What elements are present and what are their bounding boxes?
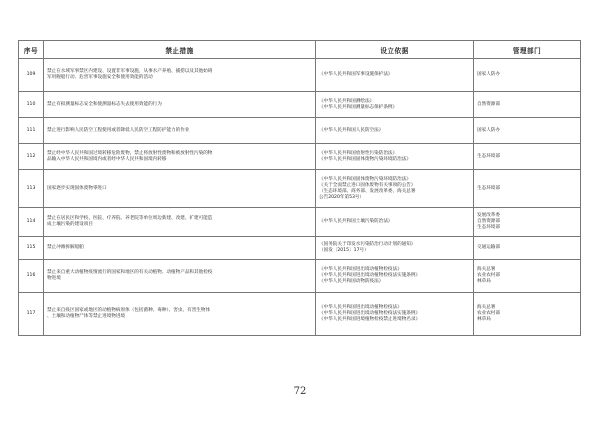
prohibition-measure-cell [44,293,316,336]
management-dept-line: 农业农村部 [477,311,500,316]
legal-basis-line: 《中华人民共和国军事设施保护法》 [319,72,393,77]
table-row [19,260,581,293]
legal-basis-cell [316,237,474,260]
management-dept-line: 发展改革委 [477,213,500,218]
prohibition-measure-cell [44,59,316,92]
legal-basis-line: 《中华人民共和国动物防疫法》 [319,279,384,284]
management-dept-line: 生态环境部 [477,153,500,159]
legal-basis-cell [316,208,474,237]
row-number: 109 [19,59,44,92]
table-row [19,170,581,208]
prohibition-measure-line: 禁止来自重大动植物疫情流行的国家和地区的有关动植物、动植物产品和其他检疫 [47,270,213,275]
legal-basis-line: 《中华人民共和国测绘法》 [319,98,375,104]
prohibition-measures-table [18,40,581,336]
legal-basis-line: 《中华人民共和国固体废物污染环境防治法》 [319,156,411,162]
row-number: 115 [19,237,44,260]
prohibition-measure-cell [44,92,316,118]
legal-basis-line: 《国务院关于印发水污染防治行动计划的通知》 [319,242,416,247]
management-dept-cell [474,260,581,293]
legal-basis-line: 《中华人民共和国进出境动植物检疫法》 [319,305,402,310]
legal-basis-line: 《中华人民共和国进出境动植物检疫法》 [319,267,402,272]
management-dept-line: 生态环境部 [477,185,500,191]
row-number: 114 [19,208,44,237]
prohibition-measure-line: 物进境 [47,276,61,281]
prohibition-measure-cell [44,144,316,170]
header-basis: 设立依据 [316,41,474,59]
table-header-row [19,41,581,59]
management-dept-cell [474,59,581,92]
legal-basis-cell [316,170,474,208]
management-dept-line: 国家人防办 [477,127,500,133]
management-dept-cell [474,293,581,336]
management-dept-line: 农业农村部 [477,273,500,278]
management-dept-line: 林草局 [477,279,491,284]
prohibition-measure-cell [44,208,316,237]
management-dept-cell [474,208,581,237]
row-number: 113 [19,170,44,208]
row-number: 112 [19,144,44,170]
prohibition-measure-line: 、土壤和动植物尸体等禁止进境物进境 [47,314,126,319]
management-dept-cell [474,144,581,170]
table-row [19,208,581,237]
header-dept: 管理部门 [474,41,581,59]
legal-basis-line: 《中华人民共和国人民防空法》 [319,127,384,133]
prohibition-measure-cell [44,170,316,208]
header-measure: 禁止措施 [44,41,316,59]
prohibition-measure-line: 禁止冲滩拆解船舶 [47,245,84,250]
prohibition-measure-line: 禁止经中华人民共和国过境转移危险废物，禁止将放射性废物和被放射性污染的物 [47,150,213,156]
management-dept-cell [474,237,581,260]
table-row [19,144,581,170]
management-dept-line: 自然资源部 [477,101,500,107]
legal-basis-line: 《中华人民共和国进境植物检疫禁止进境物名录》 [319,317,421,322]
legal-basis-cell [316,92,474,118]
row-number: 116 [19,260,44,293]
table-row [19,59,581,92]
table-body [19,59,581,336]
management-dept-line: 自然资源部 [477,219,500,224]
prohibition-measure-line: 禁止有损测量标志安全和使测量标志失去使用效能的行为 [47,101,162,107]
management-dept-cell [474,170,581,208]
legal-basis-line: 《中华人民共和国进出境动植物检疫法实施条例》 [319,311,421,316]
legal-basis-line: 《中华人民共和国测量标志保护条例》 [319,104,398,110]
management-dept-line: 海关总署 [477,267,496,272]
legal-basis-cell [316,260,474,293]
management-dept-line: 林草局 [477,317,491,322]
table-row [19,237,581,260]
management-dept-line: 海关总署 [477,305,496,310]
legal-basis-line: 《中华人民共和国固体废物污染环境防治法》 [319,176,411,182]
table-row [19,293,581,336]
prohibition-measure-line: 国家逐步实现固体废物零进口 [47,185,107,191]
row-number: 110 [19,92,44,118]
legal-basis-line: 《关于全面禁止进口固体废物有关事项的公告》 [319,182,416,188]
management-dept-cell [474,92,581,118]
legal-basis-cell [316,59,474,92]
row-number: 111 [19,118,44,144]
prohibition-measure-line: 品输入中华人民共和国境内或者经中华人民共和国境内转移 [47,156,167,162]
management-dept-cell [474,118,581,144]
header-num: 序号 [19,41,44,59]
management-dept-line: 国家人防办 [477,72,500,77]
prohibition-measure-line: 禁止进行影响人民防空工程使用或者降低人民防空工程防护能力的作业 [47,127,190,133]
management-dept-line: 生态环境部 [477,225,500,230]
legal-basis-line: 《中华人民共和国土壤污染防治法》 [319,219,393,224]
legal-basis-cell [316,144,474,170]
prohibition-measure-line: 军用舰船行动、危害军事设施安全和使用效能的活动 [47,75,153,80]
row-number: 117 [19,293,44,336]
legal-basis-cell [316,118,474,144]
table-row [19,118,581,144]
prohibition-measure-line: 禁止来自疫区国家或地区的动植物病原体（包括菌种、毒种）、害虫、有害生物体 [47,308,211,313]
legal-basis-line: 《中华人民共和国放射性污染防治法》 [319,150,398,156]
prohibition-measure-cell [44,260,316,293]
legal-basis-line: （生态环境部、商务部、发展改革委、海关总署 [319,188,416,194]
legal-basis-line: （国发〔2015〕17号） [319,248,369,253]
prohibition-measure-line: 禁止在居民区和学校、医院、疗养院、养老院等单位周边新建、改建、扩建可能造 [47,216,213,221]
table-row [19,92,581,118]
prohibition-measure-line: 禁止在水域军事禁区内建设、设置非军事设施，从事水产养殖、捕捞以及其他妨碍 [47,69,213,74]
prohibition-measure-cell [44,237,316,260]
page-number: 72 [293,386,307,397]
legal-basis-cell [316,293,474,336]
prohibition-measure-line: 成土壤污染的建设项目 [47,222,93,227]
management-dept-line: 交通运输部 [477,245,500,250]
legal-basis-line: 《中华人民共和国进出境动植物检疫法实施条例》 [319,273,421,278]
prohibition-measure-cell [44,118,316,144]
legal-basis-line: 公告2020年第53号） [319,194,365,200]
